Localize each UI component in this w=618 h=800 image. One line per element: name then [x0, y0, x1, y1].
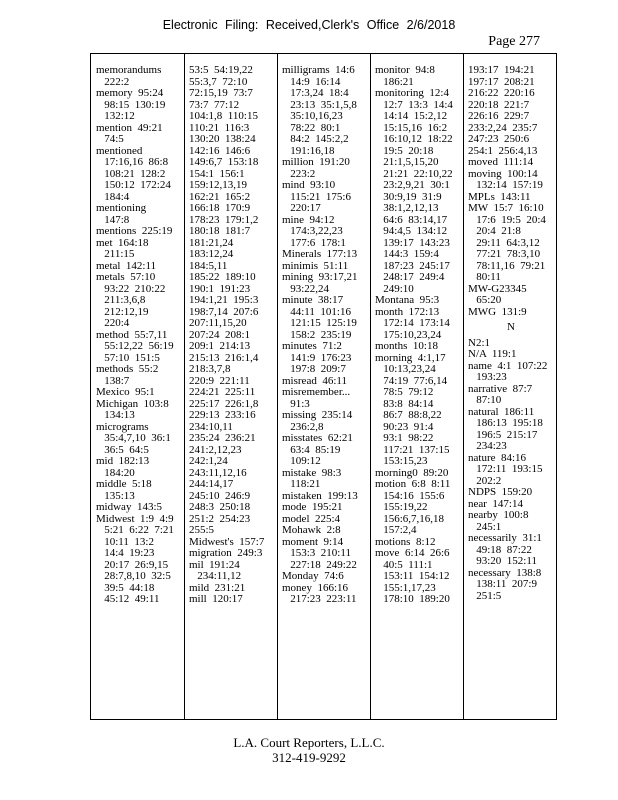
index-entry: 155:1,17,23 [375, 581, 436, 594]
index-entry: 23:2,9,21 30:1 [375, 179, 450, 191]
index-entry: nearby 100:8 [468, 509, 529, 521]
index-entry: mentioning [96, 202, 147, 214]
index-entry: micrograms [96, 420, 149, 433]
column-divider [370, 54, 371, 719]
index-entry: narrative 87:7 [468, 382, 533, 395]
index-entry: memorandums [96, 65, 162, 76]
index-entry: 180:18 181:7 [189, 225, 251, 237]
index-entry: 21:21 22:10,22 [375, 167, 453, 180]
index-entry: 154:16 155:6 [375, 489, 445, 502]
index-entry: 63:4 85:19 [282, 443, 341, 456]
index-entry: misread 46:11 [282, 374, 347, 387]
index-entry: 93:20 152:11 [468, 555, 537, 567]
index-entry: 251:5 [468, 589, 502, 602]
index-column-2 [189, 65, 275, 713]
index-entry: 16:10,12 18:22 [375, 133, 453, 145]
filing-header: Electronic Filing: Received,Clerk's Office 2/6/2018 [162, 18, 456, 32]
index-entry: 10:13,23,24 [375, 363, 436, 375]
index-entry: 218:3,7,8 [189, 363, 231, 375]
index-entry: 211:3,6,8 [96, 294, 146, 306]
index-entry: 234:23 [468, 440, 507, 452]
index-entry: necessarily 31:1 [468, 532, 542, 544]
index-entry: Monday 74:6 [282, 570, 344, 582]
index-entry: 134:13 [96, 409, 135, 421]
index-entry: 234:10,11 [189, 420, 233, 433]
index-entry: 139:17 143:23 [375, 236, 450, 249]
index-entry: mention 49:21 [96, 121, 163, 134]
index-entry: 197:17 208:21 [468, 75, 535, 88]
index-entry: 5:21 6:22 7:21 [96, 524, 174, 536]
index-entry: 178:10 189:20 [375, 593, 450, 605]
index-entry: MW 15:7 16:10 [468, 202, 544, 214]
index-entry: name 4:1 107:22 [468, 359, 548, 372]
index-entry: morning0 89:20 [375, 466, 449, 479]
index-entry: 156:6,7,16,18 [375, 512, 445, 525]
index-entry: 14:4 19:23 [96, 547, 155, 559]
index-entry: 141:9 176:23 [282, 351, 352, 364]
index-entry: 211:15 [96, 248, 135, 260]
index-entry: 93:1 98:22 [375, 432, 434, 444]
index-entry: 104:1,8 110:15 [189, 110, 258, 122]
index-entry: 247:23 250:6 [468, 133, 530, 145]
index-entry: 216:22 220:16 [468, 87, 535, 99]
index-entry: 223:2 [282, 167, 316, 180]
index-entry: 20:4 21:8 [468, 225, 521, 237]
index-entry: 30:9,19 31:9 [375, 190, 442, 203]
index-entry: 23:13 35:1,5,8 [282, 98, 357, 111]
index-entry: NDPS 159:20 [468, 486, 533, 498]
index-entry: N [507, 321, 515, 333]
index-entry: 220:4 [96, 317, 130, 329]
index-entry: 172:11 193:15 [468, 463, 543, 475]
index-entry: nature 84:16 [468, 451, 527, 464]
index-entry: 98:15 130:19 [96, 98, 166, 111]
index-entry: 73:7 77:12 [189, 98, 240, 111]
index-entry: 93:22 210:22 [96, 282, 166, 295]
index-entry: 74:5 [96, 133, 124, 145]
index-entry: motions 8:12 [375, 535, 436, 548]
column-divider [463, 54, 464, 719]
index-entry: 72:15,19 73:7 [189, 87, 253, 99]
index-entry: 55:3,7 72:10 [189, 75, 248, 88]
index-entry: 147:8 [96, 213, 130, 226]
index-entry: MPLs 143:11 [468, 190, 531, 203]
index-entry: 138:11 207:9 [468, 578, 537, 590]
index-entry: Michigan 103:8 [96, 397, 169, 410]
index-entry: 220:9 221:11 [189, 374, 250, 387]
index-entry: 109:12 [282, 455, 321, 467]
index-entry: 77:21 78:3,10 [468, 248, 541, 260]
index-entry: 159:12,13,19 [189, 179, 248, 191]
index-entry: minimis 51:11 [282, 259, 349, 272]
index-entry: 108:21 128:2 [96, 167, 166, 180]
index-entry: 121:15 125:19 [282, 317, 357, 329]
index-entry: monitor 94:8 [375, 65, 435, 76]
index-entry: 245:10 246:9 [189, 489, 251, 502]
index-entry: migration 249:3 [189, 547, 263, 559]
index-entry: 130:20 138:24 [189, 133, 256, 145]
index-entry: mind 93:10 [282, 179, 336, 191]
index-entry: 187:23 245:17 [375, 259, 450, 272]
index-entry: 90:23 91:4 [375, 420, 434, 433]
index-entry: met 164:18 [96, 236, 149, 249]
index-entry: 255:5 [189, 524, 215, 536]
index-entry: 181:21,24 [189, 236, 234, 249]
index-entry: 254:1 256:4,13 [468, 144, 538, 157]
index-entry: 166:18 170:9 [189, 202, 251, 214]
index-entry: 78:22 80:1 [282, 121, 341, 134]
index-entry: 40:5 111:1 [375, 558, 433, 571]
index-entry: moment 9:14 [282, 535, 344, 548]
index-entry: 78:5 79:12 [375, 386, 434, 398]
court-reporter-name: L.A. Court Reporters, L.L.C. [233, 735, 385, 750]
index-entry: memory 95:24 [96, 87, 164, 99]
index-entry: 38:1,2,12,13 [375, 202, 439, 214]
index-entry: midway 143:5 [96, 501, 162, 513]
index-entry: natural 186:11 [468, 405, 535, 418]
index-entry: 53:5 54:19,22 [189, 65, 253, 76]
index-entry: 184:4 [96, 190, 130, 203]
index-entry: 12:7 13:3 14:4 [375, 98, 453, 111]
index-entry: 39:5 44:18 [96, 581, 155, 594]
index-entry: MW-G23345 [468, 282, 527, 295]
index-entry: 35:4,7,10 36:1 [96, 432, 171, 444]
index-entry: metal 142:11 [96, 259, 157, 272]
index-entry: 207:11,15,20 [189, 317, 247, 329]
index-entry: 117:21 137:15 [375, 443, 450, 456]
index-entry: 49:18 87:22 [468, 543, 532, 556]
index-entry: 35:10,16,23 [282, 110, 343, 122]
index-entry: 29:11 64:3,12 [468, 236, 540, 249]
index-entry: 193:23 [468, 371, 507, 383]
index-entry: 65:20 [468, 294, 502, 306]
index-entry: 207:24 208:1 [189, 328, 251, 341]
index-entry: minute 38:17 [282, 294, 344, 306]
index-entry: 244:14,17 [189, 478, 234, 490]
index-entry: moving 100:14 [468, 167, 538, 180]
index-entry: minutes 71:2 [282, 340, 342, 352]
index-entry: 132:12 [96, 110, 135, 122]
index-entry: 153:15,23 [375, 455, 428, 467]
index-entry: 225:17 226:1,8 [189, 397, 259, 410]
index-entry: milligrams 14:6 [282, 65, 355, 76]
index-entry: move 6:14 26:6 [375, 547, 450, 559]
index-entry: 174:3,22,23 [282, 225, 343, 237]
index-entry: 19:5 20:18 [375, 144, 434, 157]
index-entry: metals 57:10 [96, 271, 156, 283]
index-entry: 17:3,24 18:4 [282, 87, 349, 99]
court-reporter-phone: 312-419-9292 [272, 750, 346, 765]
index-entry: mode 195:21 [282, 501, 343, 513]
index-entry: N/A 119:1 [468, 348, 517, 360]
index-entry: 183:12,24 [189, 248, 234, 260]
index-column-3 [282, 65, 368, 713]
index-entry: moved 111:14 [468, 156, 534, 168]
index-entry: 184:20 [96, 466, 135, 479]
index-entry: 14:9 16:14 [282, 75, 341, 88]
index-entry: mine 94:12 [282, 213, 335, 226]
index-entry: 241:2,12,23 [189, 443, 242, 456]
index-entry: 212:12,19 [96, 305, 149, 318]
index-column-1 [96, 65, 182, 713]
index-entry: motion 6:8 8:11 [375, 478, 451, 490]
index-entry: 153:11 154:12 [375, 570, 450, 582]
index-entry: 28:7,8,10 32:5 [96, 570, 171, 582]
index-entry: 138:7 [96, 374, 130, 387]
index-entry: mistake 98:3 [282, 466, 342, 479]
index-entry: 91:3 [282, 397, 310, 410]
index-entry: 94:4,5 134:12 [375, 225, 448, 237]
index-entry: 44:11 101:16 [282, 305, 351, 318]
index-entry: 226:16 229:7 [468, 110, 530, 122]
index-entry: 158:2 235:19 [282, 328, 352, 341]
index-entry: Mohawk 2:8 [282, 524, 341, 536]
index-entry: 21:1,5,15,20 [375, 156, 439, 168]
index-entry: 209:1 214:13 [189, 340, 251, 352]
index-entry: MWG 131:9 [468, 305, 527, 318]
index-entry: 142:16 146:6 [189, 144, 251, 157]
index-entry: 194:1,21 195:3 [189, 294, 259, 306]
index-entry: 149:6,7 153:18 [189, 156, 259, 168]
index-entry: 10:11 13:2 [96, 535, 154, 548]
index-entry: Mexico 95:1 [96, 386, 155, 398]
index-entry: 83:8 84:14 [375, 397, 434, 410]
column-divider [277, 54, 278, 719]
index-entry: 222:2 [96, 75, 130, 88]
index-entry: 87:10 [468, 394, 502, 406]
index-entry: 118:21 [282, 478, 321, 490]
column-divider [184, 54, 185, 719]
index-entry: mining 93:17,21 [282, 271, 358, 283]
index-entry: 78:11,16 79:21 [468, 259, 546, 272]
index-entry: 153:3 210:11 [282, 547, 351, 559]
index-entry: mentions 225:19 [96, 225, 173, 237]
index-entry: 236:2,8 [282, 420, 324, 433]
index-entry: 162:21 165:2 [189, 190, 251, 203]
index-entry: 57:10 151:5 [96, 351, 160, 364]
index-entry: 196:5 215:17 [468, 428, 538, 441]
index-entry: mild 231:21 [189, 581, 246, 594]
index-entry: 17:16,16 86:8 [96, 156, 169, 168]
index-entry: 185:22 189:10 [189, 271, 256, 283]
index-entry: 55:12,22 56:19 [96, 340, 174, 352]
index-entry: mistaken 199:13 [282, 489, 358, 502]
page-number: Page 277 [488, 34, 540, 49]
index-entry: 74:19 77:6,14 [375, 374, 448, 387]
index-entry: 17:6 19:5 20:4 [468, 213, 546, 226]
index-entry: 245:1 [468, 520, 502, 533]
index-entry: 198:7,14 207:6 [189, 305, 259, 318]
index-entry: morning 4:1,17 [375, 351, 446, 364]
index-entry: Midwest 1:9 4:9 [96, 512, 174, 525]
index-entry: mil 191:24 [189, 558, 240, 571]
index-entry: Midwest's 157:7 [189, 535, 265, 548]
index-entry: million 191:20 [282, 156, 350, 168]
index-entry: 248:17 249:4 [375, 271, 445, 283]
index-entry: 36:5 64:5 [96, 443, 149, 456]
index-entry: monitoring 12:4 [375, 87, 449, 99]
index-entry: Minerals 177:13 [282, 248, 358, 260]
index-entry: 110:21 116:3 [189, 121, 250, 134]
index-entry: 14:14 15:2,12 [375, 110, 448, 122]
index-entry: N2:1 [468, 336, 490, 349]
index-entry: 80:11 [468, 271, 501, 283]
index-entry: 154:1 156:1 [189, 167, 245, 180]
index-entry: misstates 62:21 [282, 432, 353, 444]
index-entry: 220:17 [282, 202, 321, 214]
index-entry: 93:22,24 [282, 282, 330, 295]
index-entry: 20:17 26:9,15 [96, 558, 169, 571]
index-entry: near 147:14 [468, 497, 523, 510]
index-entry: 224:21 225:11 [189, 386, 256, 398]
index-entry: 15:15,16 16:2 [375, 121, 448, 134]
index-entry: necessary 138:8 [468, 566, 542, 579]
index-entry: 64:6 83:14,17 [375, 213, 448, 226]
index-entry: 184:5,11 [189, 259, 228, 272]
index-entry: 242:1,24 [189, 455, 228, 467]
index-entry: 144:3 159:4 [375, 248, 439, 260]
index-column-4 [375, 65, 461, 713]
index-entry: 178:23 179:1,2 [189, 213, 259, 226]
index-entry: months 10:18 [375, 340, 438, 352]
index-entry: 186:21 [375, 75, 414, 88]
index-entry: 220:18 221:7 [468, 98, 530, 111]
index-entry: Montana 95:3 [375, 294, 440, 306]
index-entry: 197:8 209:7 [282, 363, 346, 375]
index-entry: 248:3 250:18 [189, 501, 251, 513]
index-entry: 172:14 173:14 [375, 317, 450, 329]
index-entry: missing 235:14 [282, 409, 353, 421]
index-entry: 177:6 178:1 [282, 236, 346, 249]
index-entry: 233:2,24 235:7 [468, 121, 538, 134]
index-entry: month 172:13 [375, 305, 440, 318]
index-entry: 45:12 49:11 [96, 593, 160, 605]
index-entry: 175:10,23,24 [375, 328, 442, 341]
index-entry: 193:17 194:21 [468, 65, 535, 76]
index-entry: 157:2,4 [375, 524, 417, 536]
index-entry: 202:2 [468, 474, 502, 487]
index-entry: 215:13 216:1,4 [189, 351, 259, 364]
index-entry: money 166:16 [282, 581, 348, 594]
index-box [90, 53, 557, 720]
index-entry: 86:7 88:8,22 [375, 409, 442, 421]
index-entry: 227:18 249:22 [282, 558, 357, 571]
index-entry: 115:21 175:6 [282, 190, 351, 203]
index-entry: methods 55:2 [96, 363, 159, 375]
index-entry: 155:19,22 [375, 501, 428, 513]
index-entry: 249:10 [375, 282, 414, 295]
index-entry: 132:14 157:19 [468, 179, 543, 191]
index-entry: 251:2 254:23 [189, 512, 251, 525]
index-entry: model 225:4 [282, 512, 341, 525]
index-entry: 84:2 145:2,2 [282, 133, 349, 145]
index-entry: 191:16,18 [282, 144, 335, 157]
index-entry: method 55:7,11 [96, 328, 168, 341]
index-entry: misremember... [282, 386, 351, 398]
index-entry: mill 120:17 [189, 593, 243, 605]
index-entry: 229:13 233:16 [189, 409, 256, 421]
index-entry: 150:12 172:24 [96, 179, 171, 191]
index-entry: 235:24 236:21 [189, 432, 256, 444]
index-column-5 [468, 65, 554, 713]
index-entry: mentioned [96, 144, 143, 157]
index-entry: 217:23 223:11 [282, 593, 357, 605]
index-entry: middle 5:18 [96, 478, 152, 490]
index-entry: 135:13 [96, 489, 135, 502]
index-entry: mid 182:13 [96, 455, 150, 467]
index-entry: 190:1 191:23 [189, 282, 251, 295]
index-entry: 243:11,12,16 [189, 466, 247, 479]
index-entry: 186:13 195:18 [468, 417, 543, 429]
index-entry: 234:11,12 [189, 570, 242, 582]
